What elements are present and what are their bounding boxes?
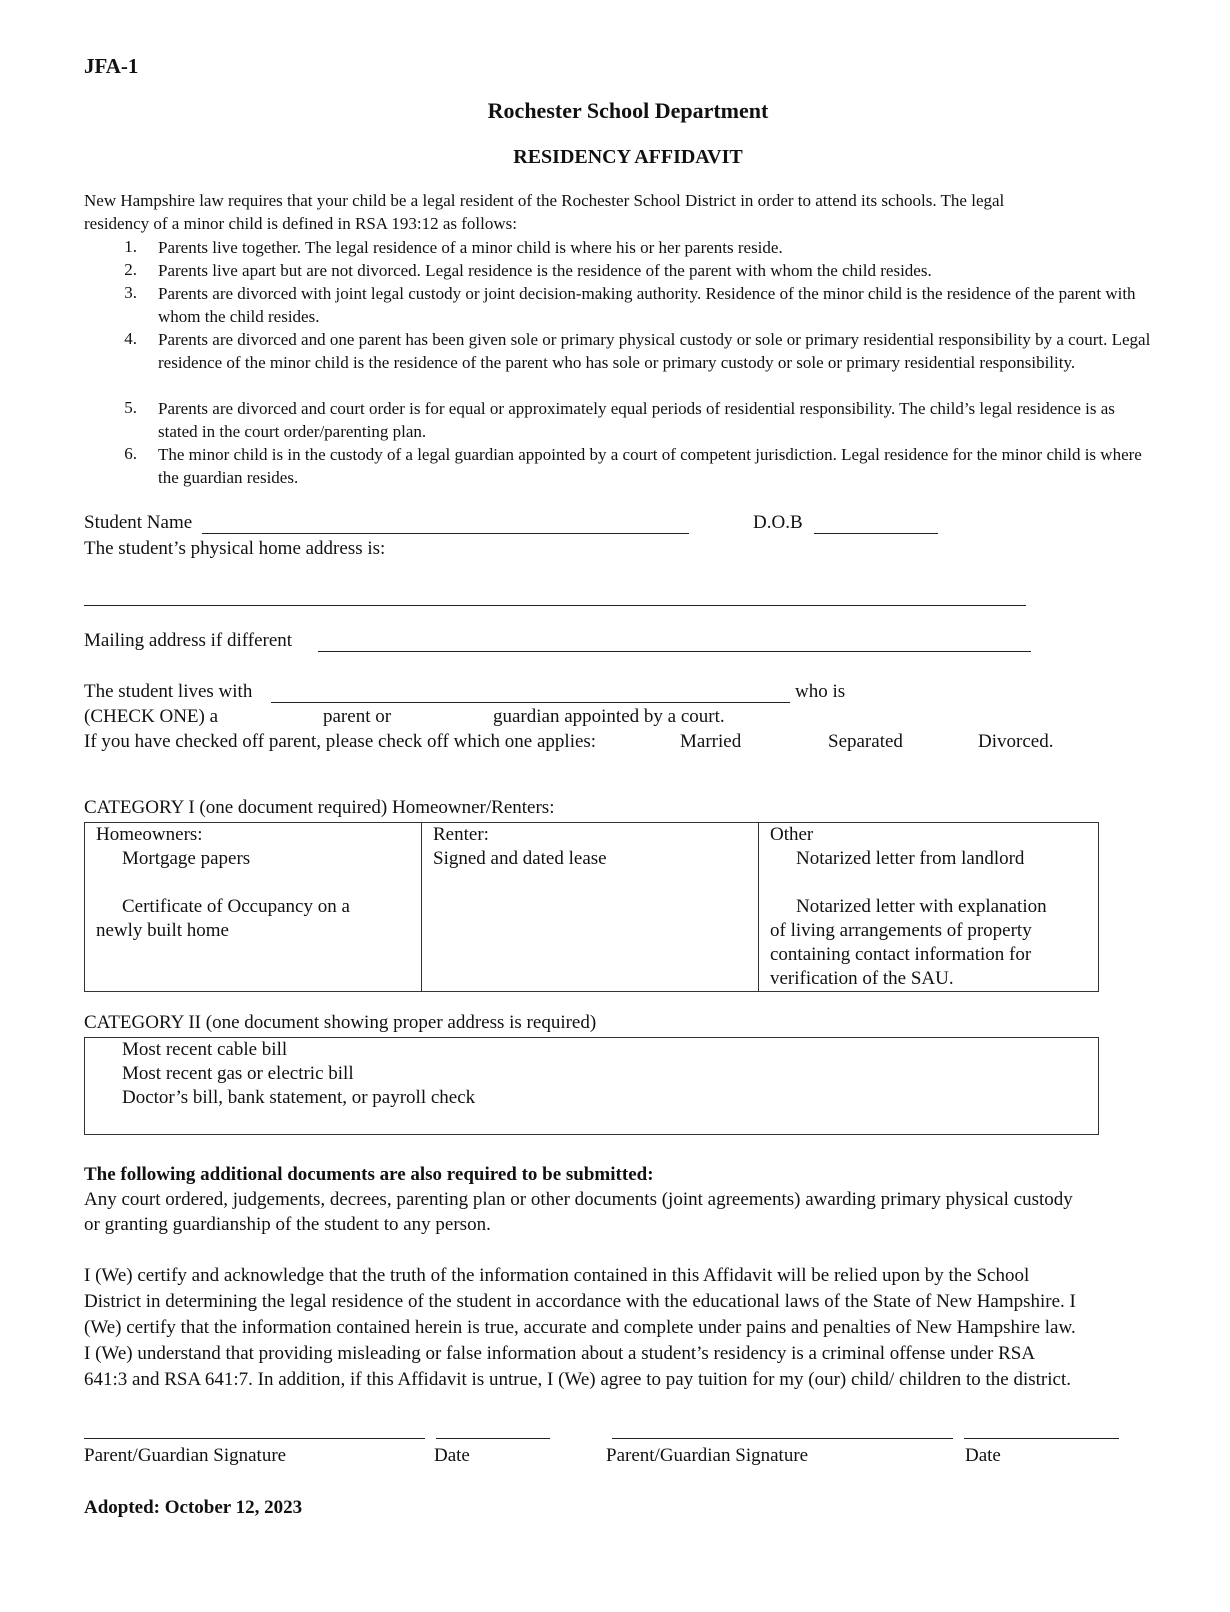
department-title: Rochester School Department: [487, 98, 769, 123]
signature-field-1[interactable]: [84, 1438, 425, 1439]
guardian-option[interactable]: guardian appointed by a court.: [493, 706, 725, 727]
mailing-address-field[interactable]: [318, 651, 1031, 652]
parent-option[interactable]: parent or: [323, 706, 392, 727]
rule-number: 1.: [124, 237, 137, 256]
other-doc: verification of the SAU.: [770, 968, 954, 989]
page-title: RESIDENCY AFFIDAVIT: [513, 146, 743, 168]
dob-field[interactable]: [814, 533, 938, 534]
lives-with-field[interactable]: [271, 702, 790, 703]
rule-text: Parents are divorced and court order is for equal or approximately equal periods of residential responsibility. The child’s legal residence is as stated in the court order/parenting plan.: [158, 399, 1115, 441]
date-label-1: Date: [434, 1445, 470, 1466]
category-2-heading: CATEGORY II (one document showing proper address is required): [84, 1012, 597, 1033]
additional-docs-text: Any court ordered, judgements, decrees, parenting plan or other documents (joint agreements) awarding primary physical custody: [84, 1189, 1073, 1210]
other-header: Other: [770, 824, 814, 845]
table-divider: [421, 822, 422, 992]
other-doc: of living arrangements of property: [770, 920, 1032, 941]
other-doc: Notarized letter from landlord: [796, 848, 1025, 869]
additional-docs-heading: The following additional documents are also required to be submitted:: [84, 1164, 654, 1185]
rule-text: Parents are divorced with joint legal custody or joint decision-making authority. Residence of the minor child is the residence of the parent with whom the child resides.: [158, 284, 1136, 326]
signature-label-1: Parent/Guardian Signature: [84, 1445, 287, 1466]
certification-text: 641:3 and RSA 641:7. In addition, if this Affidavit is untrue, I (We) agree to pay tuition for my (our) child/ children to the district.: [84, 1369, 1071, 1390]
other-doc: Notarized letter with explanation: [796, 896, 1047, 917]
date-field-2[interactable]: [964, 1438, 1119, 1439]
status-separated-option[interactable]: Separated: [828, 731, 903, 752]
who-is-label: who is: [795, 681, 846, 702]
homeowners-header: Homeowners:: [96, 824, 203, 845]
renter-header: Renter:: [433, 824, 489, 845]
rule-number: 3.: [124, 283, 137, 302]
rule-number: 6.: [124, 444, 137, 463]
rule-text: Parents are divorced and one parent has been given sole or primary physical custody or sole or primary residential responsibility by a court. Legal residence of the minor child is the residence of the parent who has sole or primary custody or sole or primary residential responsibility.: [158, 330, 1151, 372]
renter-doc: Signed and dated lease: [433, 848, 607, 869]
certification-text: District in determining the legal residence of the student in accordance with the educational laws of the State of New Hampshire. I: [84, 1291, 1076, 1312]
other-doc: containing contact information for: [770, 944, 1032, 965]
parent-status-label: If you have checked off parent, please check off which one applies:: [84, 731, 597, 752]
mailing-address-label: Mailing address if different: [84, 630, 293, 651]
adopted-date: Adopted: October 12, 2023: [84, 1497, 303, 1518]
certification-text: I (We) certify and acknowledge that the truth of the information contained in this Affidavit will be relied upon by the School: [84, 1265, 1030, 1286]
rule-text: Parents live together. The legal residence of a minor child is where his or her parents reside.: [158, 238, 783, 257]
lives-with-label: The student lives with: [84, 681, 253, 702]
homeowner-doc: Certificate of Occupancy on a: [122, 896, 350, 917]
category-2-doc: Doctor’s bill, bank statement, or payroll check: [122, 1087, 476, 1108]
form-code: JFA-1: [84, 54, 139, 78]
status-divorced-option[interactable]: Divorced.: [978, 731, 1054, 752]
dob-label: D.O.B: [753, 512, 803, 533]
rule-number: 4.: [124, 329, 137, 348]
signature-label-2: Parent/Guardian Signature: [606, 1445, 809, 1466]
intro-line-2: residency of a minor child is defined in RSA 193:12 as follows:: [84, 214, 517, 233]
date-label-2: Date: [965, 1445, 1001, 1466]
certification-text: I (We) understand that providing misleading or false information about a student’s residency is a criminal offense under RSA: [84, 1343, 1036, 1364]
student-name-label: Student Name: [84, 512, 193, 533]
table-divider: [758, 822, 759, 992]
rule-number: 2.: [124, 260, 137, 279]
certification-text: (We) certify that the information contained herein is true, accurate and complete under pains and penalties of New Hampshire law.: [84, 1317, 1076, 1338]
homeowner-doc: newly built home: [96, 920, 229, 941]
rule-text: Parents live apart but are not divorced. Legal residence is the residence of the parent with whom the child resides.: [158, 261, 932, 280]
additional-docs-text: or granting guardianship of the student to any person.: [84, 1214, 491, 1235]
category-2-doc: Most recent cable bill: [122, 1039, 288, 1060]
category-2-doc: Most recent gas or electric bill: [122, 1063, 354, 1084]
intro-line-1: New Hampshire law requires that your child be a legal resident of the Rochester School District in order to attend its schools. The legal: [84, 191, 1005, 210]
signature-field-2[interactable]: [612, 1438, 953, 1439]
physical-address-field[interactable]: [84, 605, 1026, 606]
status-married-option[interactable]: Married: [680, 731, 742, 752]
rule-text: The minor child is in the custody of a legal guardian appointed by a court of competent jurisdiction. Legal residence for the minor child is where the guardian resides.: [158, 445, 1142, 487]
homeowner-doc: Mortgage papers: [122, 848, 251, 869]
student-name-field[interactable]: [202, 533, 689, 534]
physical-address-label: The student’s physical home address is:: [84, 538, 386, 559]
rule-number: 5.: [124, 398, 137, 417]
date-field-1[interactable]: [436, 1438, 550, 1439]
category-1-heading: CATEGORY I (one document required) Homeowner/Renters:: [84, 797, 555, 818]
check-one-label: (CHECK ONE) a: [84, 706, 219, 727]
